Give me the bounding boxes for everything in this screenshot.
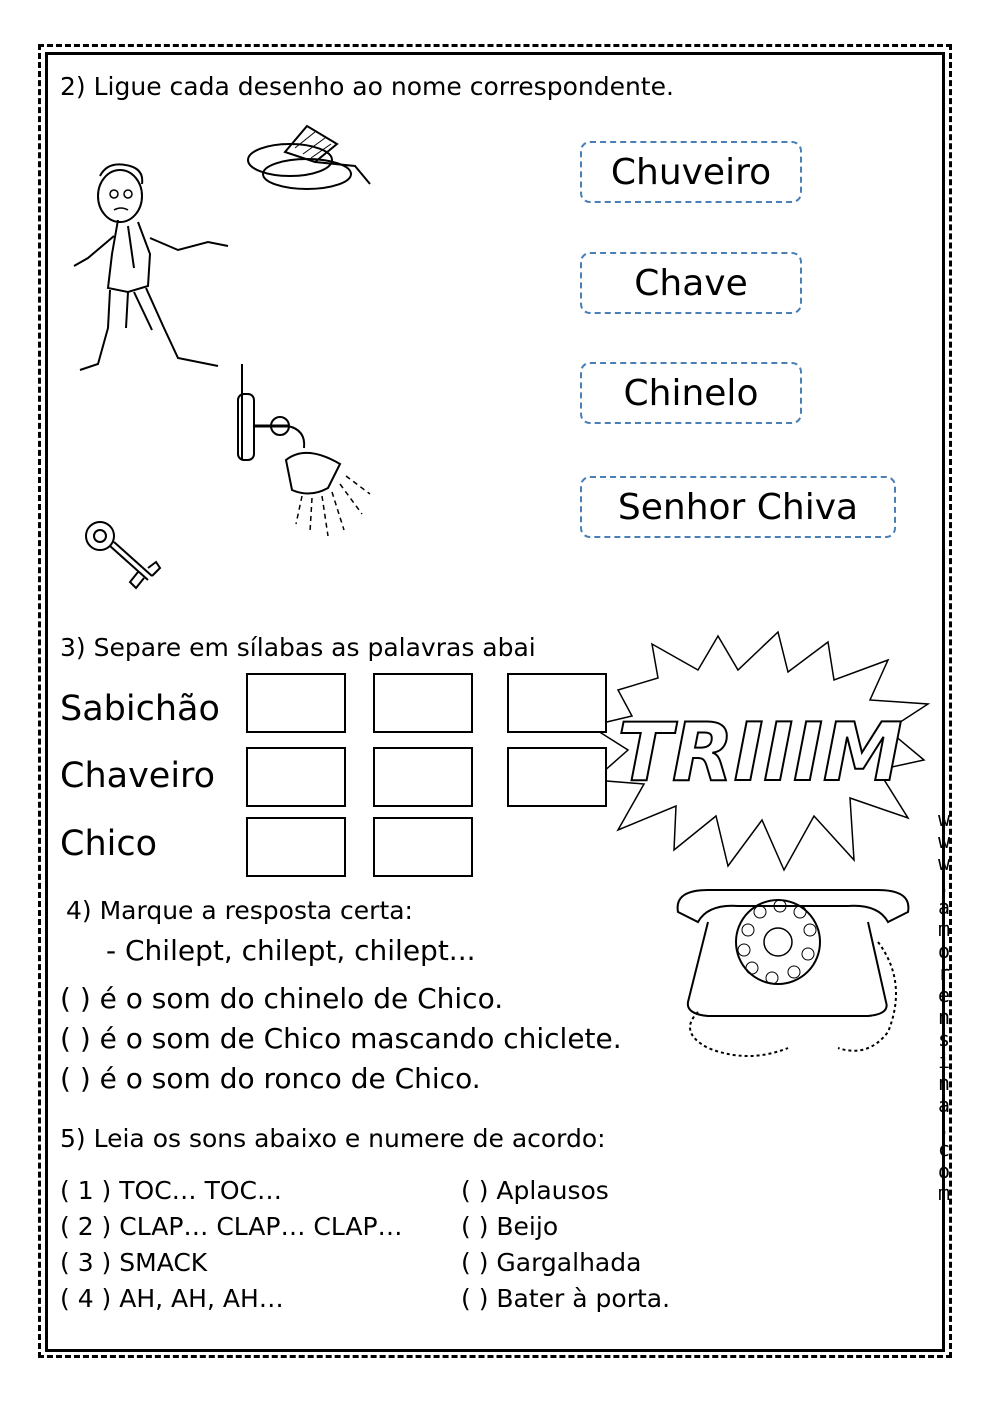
- watermark-char: .: [937, 1115, 951, 1139]
- name-box-senhor-chiva: Senhor Chiva: [580, 476, 896, 538]
- watermark-char: .: [937, 873, 951, 897]
- q5-right-2[interactable]: ( ) Beijo: [461, 1212, 559, 1241]
- name-box-chinelo: Chinelo: [580, 362, 802, 424]
- q2-title: 2) Ligue cada desenho ao nome correspondente.: [60, 72, 674, 101]
- name-box-chave: Chave: [580, 252, 802, 314]
- slipper-drawing: [245, 122, 375, 194]
- watermark-char: m: [937, 1181, 951, 1205]
- q4-option-1[interactable]: ( ) é o som do chinelo de Chico.: [60, 982, 504, 1015]
- syllable-box-sabichao-1[interactable]: [246, 673, 346, 733]
- watermark-char: n: [937, 1071, 951, 1095]
- watermark-char: a: [937, 895, 951, 919]
- name-box-chuveiro: Chuveiro: [580, 141, 802, 203]
- q4-option-2[interactable]: ( ) é o som de Chico mascando chiclete.: [60, 1022, 622, 1055]
- q5-left-4: ( 4 ) AH, AH, AH…: [60, 1284, 284, 1313]
- syllable-box-chaveiro-3[interactable]: [507, 747, 607, 807]
- watermark-vertical: [930, 808, 958, 1204]
- watermark-char: w: [937, 851, 951, 875]
- q5-left-1: ( 1 ) TOC… TOC…: [60, 1176, 283, 1205]
- watermark-char: i: [937, 1049, 951, 1073]
- watermark-char: o: [937, 1159, 951, 1183]
- word-chaveiro: Chaveiro: [60, 756, 216, 796]
- q4-title: 4) Marque a resposta certa:: [66, 896, 413, 925]
- telephone-drawing: [668, 882, 918, 1067]
- syllable-box-sabichao-3[interactable]: [507, 673, 607, 733]
- watermark-char: e: [937, 983, 951, 1007]
- syllable-box-chaveiro-2[interactable]: [373, 747, 473, 807]
- syllable-box-chico-1[interactable]: [246, 817, 346, 877]
- q5-right-1[interactable]: ( ) Aplausos: [461, 1176, 609, 1205]
- triiim-text: TRIIIM: [617, 706, 903, 799]
- q5-left-2: ( 2 ) CLAP… CLAP… CLAP…: [60, 1212, 403, 1241]
- watermark-char: s: [937, 1027, 951, 1051]
- q5-right-3[interactable]: ( ) Gargalhada: [461, 1248, 642, 1277]
- word-chico: Chico: [60, 824, 158, 864]
- q5-right-4[interactable]: ( ) Bater à porta.: [461, 1284, 671, 1313]
- watermark-char: w: [937, 829, 951, 853]
- shower-drawing: [236, 364, 376, 546]
- q5-title: 5) Leia os sons abaixo e numere de acordo:: [60, 1124, 606, 1153]
- watermark-char: c: [937, 1137, 951, 1161]
- syllable-box-chaveiro-1[interactable]: [246, 747, 346, 807]
- watermark-char: a: [937, 1093, 951, 1117]
- syllable-box-chico-2[interactable]: [373, 817, 473, 877]
- q4-option-3[interactable]: ( ) é o som do ronco de Chico.: [60, 1062, 481, 1095]
- watermark-char: m: [937, 917, 951, 941]
- watermark-char: o: [937, 939, 951, 963]
- key-drawing: [82, 518, 164, 594]
- syllable-box-sabichao-2[interactable]: [373, 673, 473, 733]
- watermark-char: w: [937, 807, 951, 831]
- word-sabichao: Sabichão: [60, 689, 220, 729]
- watermark-char: n: [937, 1005, 951, 1029]
- q4-sound: - Chilept, chilept, chilept...: [106, 934, 476, 967]
- q5-left-3: ( 3 ) SMACK: [60, 1248, 208, 1277]
- q3-title: 3) Separe em sílabas as palavras abai: [60, 633, 536, 662]
- watermark-char: r: [937, 961, 951, 985]
- man-drawing: [68, 158, 238, 376]
- triiim-burst: [588, 630, 933, 875]
